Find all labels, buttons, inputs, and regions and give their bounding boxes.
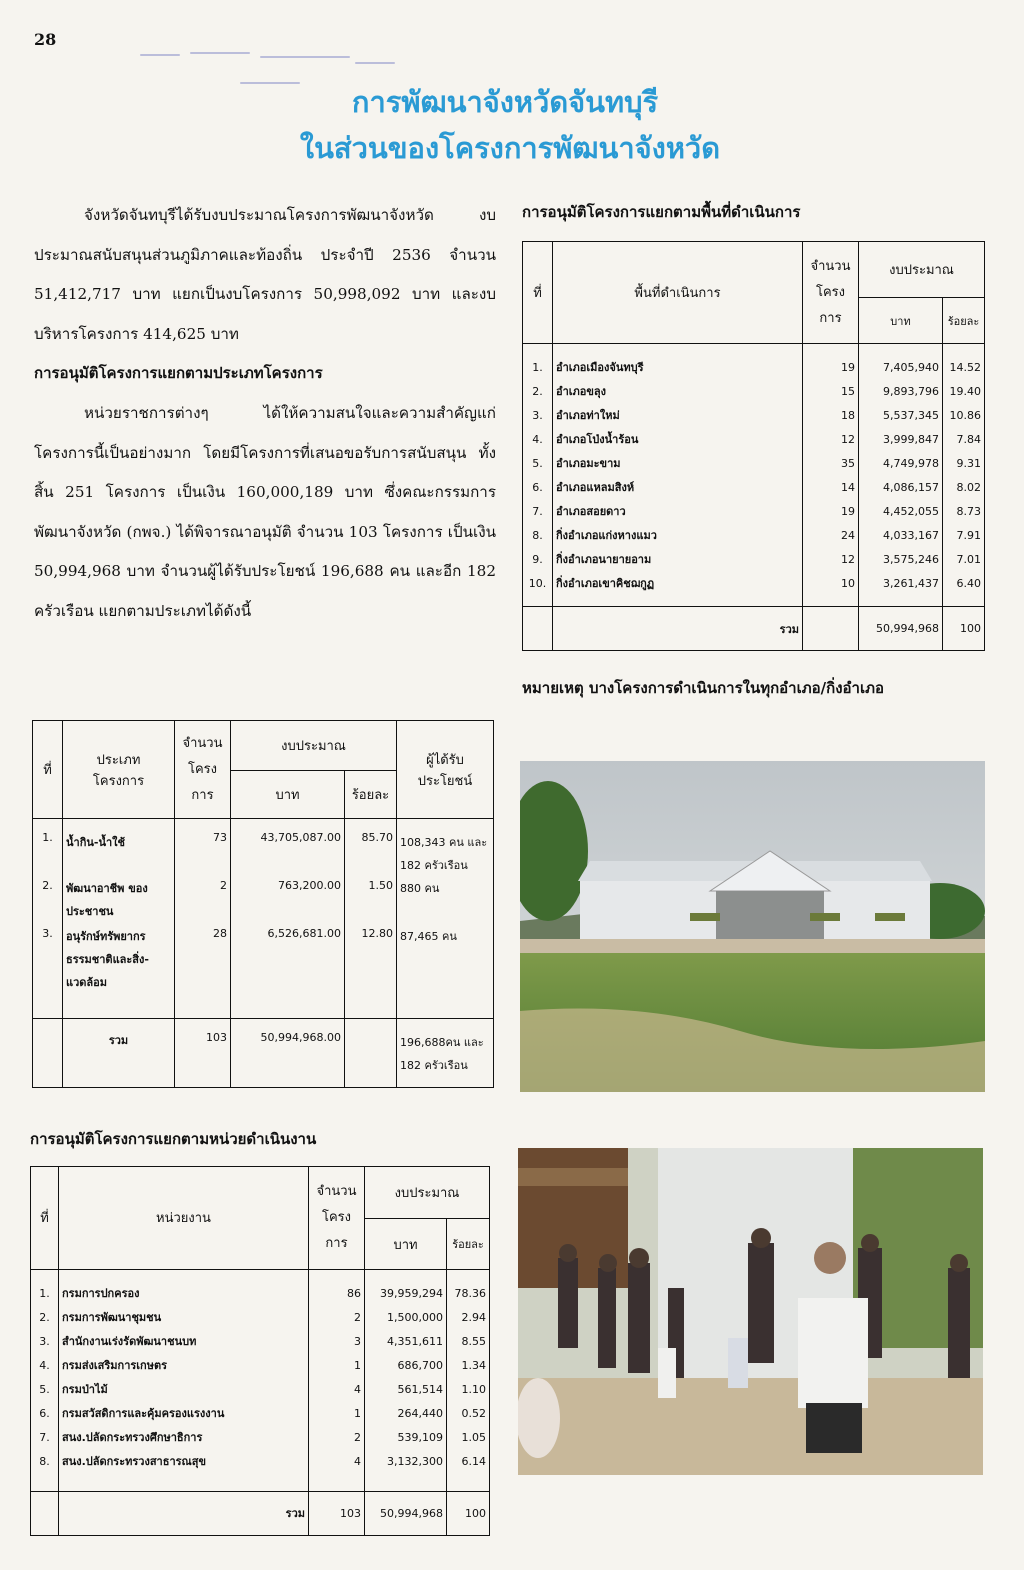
table-cell: 3. — [532, 409, 543, 422]
table-cell: 1. — [532, 361, 543, 374]
table-cell: 4,351,611 — [387, 1334, 443, 1348]
type-table-percent-column — [345, 819, 397, 1019]
table-cell: 1.50 — [368, 879, 393, 892]
table-cell: 12.80 — [361, 927, 393, 940]
table-cell — [803, 607, 859, 651]
table-cell: 6.14 — [461, 1454, 486, 1468]
table-cell: 5. — [39, 1382, 50, 1396]
unit-table-total-baht: 50,994,968 — [365, 1491, 447, 1535]
type-table-total-count: 103 — [175, 1019, 231, 1088]
table-cell: 7. — [532, 505, 543, 518]
table-cell: 1,500,000 — [387, 1310, 443, 1324]
table-cell: อำเภอสอยดาว — [556, 505, 626, 518]
type-table-total-beneficiaries: 196,688คน และ 182 ครัวเรือน — [397, 1019, 494, 1088]
table-cell: 3,132,300 — [387, 1454, 443, 1468]
table-cell: 1 — [354, 1406, 361, 1420]
table-cell: 28 — [213, 927, 227, 940]
table-cell: น้ำกิน-น้ำใช้ — [66, 836, 125, 849]
table-cell: 8.02 — [956, 481, 981, 494]
table-cell: 539,109 — [397, 1430, 443, 1444]
unit-table-header-baht: บาท — [365, 1219, 447, 1269]
table-cell: อำเภอขลุง — [556, 385, 607, 398]
area-table-no-column — [523, 344, 553, 607]
unit-table-header-count: จำนวน โครง การ — [309, 1167, 365, 1270]
type-table-header-percent: ร้อยละ — [345, 771, 397, 819]
unit-table-header-unit: หน่วยงาน — [59, 1167, 309, 1270]
table-cell: 1.10 — [461, 1382, 486, 1396]
unit-table-unit-column — [59, 1269, 309, 1491]
table-cell: 1. — [42, 831, 53, 844]
table-cell — [31, 1491, 59, 1535]
unit-table — [30, 1166, 490, 1536]
table-cell: 3. — [39, 1334, 50, 1348]
table-cell: 1. — [39, 1286, 50, 1300]
table-cell: 4 — [354, 1454, 361, 1468]
area-table-total-baht: 50,994,968 — [859, 607, 943, 651]
table-cell: 86 — [347, 1286, 361, 1300]
table-cell: 4,086,157 — [883, 481, 939, 494]
area-note: หมายเหตุ บางโครงการดำเนินการในทุกอำเภอ/กิ่งอำเภอ — [522, 679, 884, 697]
table-cell: 43,705,087.00 — [260, 831, 341, 844]
table-cell: 73 — [213, 831, 227, 844]
table-cell: 6.40 — [956, 577, 981, 590]
unit-table-no-column — [31, 1269, 59, 1491]
table-cell: 763,200.00 — [278, 879, 341, 892]
table-cell: 561,514 — [397, 1382, 443, 1396]
table-cell: 8. — [532, 529, 543, 542]
table-cell: 2 — [354, 1310, 361, 1324]
table-cell: 10.86 — [949, 409, 981, 422]
table-cell: 12 — [841, 553, 855, 566]
table-cell: 2 — [354, 1430, 361, 1444]
table-cell: อำเภอโป่งน้ำร้อน — [556, 433, 639, 446]
table-cell: กรมการปกครอง — [62, 1286, 140, 1300]
type-table-header-type: ประเภท โครงการ — [63, 721, 175, 819]
table-cell: 2. — [42, 879, 53, 892]
table-cell: 2. — [39, 1310, 50, 1324]
table-cell: 15 — [841, 385, 855, 398]
area-table-header-no: ที่ — [523, 242, 553, 344]
page-number: 28 — [34, 30, 57, 49]
photo-water-tank-villagers — [518, 1148, 983, 1475]
table-cell: 4,452,055 — [883, 505, 939, 518]
table-cell: 8.73 — [956, 505, 981, 518]
type-table-header-budget: งบประมาณ — [231, 721, 397, 771]
table-cell: อนุรักษ์ทรัพยากร ธรรมชาติและสิ่ง-แวดล้อม — [66, 930, 149, 989]
table-cell: 7,405,940 — [883, 361, 939, 374]
table-cell: 2. — [532, 385, 543, 398]
table-cell: 686,700 — [397, 1358, 443, 1372]
table-cell: 1.34 — [461, 1358, 486, 1372]
unit-table-header-percent: ร้อยละ — [447, 1219, 490, 1269]
area-table-baht-column — [859, 344, 943, 607]
table-cell: 1.05 — [461, 1430, 486, 1444]
table-cell: 9. — [532, 553, 543, 566]
table-cell: 10. — [528, 577, 547, 590]
table-cell: 4,749,978 — [883, 457, 939, 470]
table-cell: 19.40 — [949, 385, 981, 398]
area-table-percent-column — [943, 344, 985, 607]
type-table-header-beneficiaries: ผู้ได้รับ ประโยชน์ — [397, 721, 494, 819]
type-table-header-count: จำนวน โครง การ — [175, 721, 231, 819]
page-title-line-1: การพัฒนาจังหวัดจันทบุรี — [351, 85, 659, 119]
table-cell: สนง.ปลัดกระทรวงสาธารณสุข — [62, 1454, 206, 1468]
table-cell: อำเภอเมืองจันทบุรี — [556, 361, 644, 374]
unit-table-baht-column — [365, 1269, 447, 1491]
table-cell: 4,033,167 — [883, 529, 939, 542]
table-cell: 10 — [841, 577, 855, 590]
table-cell: กรมการพัฒนาชุมชน — [62, 1310, 162, 1324]
table-cell: 8. — [39, 1454, 50, 1468]
intro-text — [34, 196, 496, 632]
area-table-total-label: รวม — [553, 607, 803, 651]
type-table-total-baht: 50,994,968.00 — [231, 1019, 345, 1088]
table-cell: 14.52 — [949, 361, 981, 374]
table-cell — [33, 1019, 63, 1088]
table-cell: 7.91 — [956, 529, 981, 542]
table-cell: 18 — [841, 409, 855, 422]
area-table-count-column — [803, 344, 859, 607]
table-cell: 39,959,294 — [380, 1286, 443, 1300]
type-table-beneficiaries-column — [397, 819, 494, 1019]
type-table-total-label: รวม — [63, 1019, 175, 1088]
table-cell: พัฒนาอาชีพ ของประชาชน — [66, 882, 148, 918]
table-cell: 8.55 — [461, 1334, 486, 1348]
table-cell: 1 — [354, 1358, 361, 1372]
table-cell: 0.52 — [461, 1406, 486, 1420]
table-cell — [345, 1019, 397, 1088]
table-cell: สำนักงานเร่งรัดพัฒนาชนบท — [62, 1334, 197, 1348]
unit-table-total-label: รวม — [59, 1491, 309, 1535]
unit-table-header-budget: งบประมาณ — [365, 1167, 490, 1219]
table-cell: 7.01 — [956, 553, 981, 566]
area-table-header-percent: ร้อยละ — [943, 298, 985, 344]
table-cell: 5,537,345 — [883, 409, 939, 422]
table-cell: 3 — [354, 1334, 361, 1348]
type-table — [32, 720, 494, 1088]
table-cell: กรมส่งเสริมการเกษตร — [62, 1358, 168, 1372]
table-cell: กรมป่าไม้ — [62, 1382, 108, 1396]
table-cell: 7. — [39, 1430, 50, 1444]
table-cell: กิ่งอำเภอเขาคิชฌกูฏ — [556, 577, 655, 590]
table-cell: กิ่งอำเภอนายายอาม — [556, 553, 652, 566]
type-table-header-baht: บาท — [231, 771, 345, 819]
table-cell: กรมสวัสดิการและคุ้มครองแรงงาน — [62, 1406, 225, 1420]
area-table-area-column — [553, 344, 803, 607]
table-cell: 4. — [532, 433, 543, 446]
table-cell: 2.94 — [461, 1310, 486, 1324]
table-cell: 87,465 คน — [400, 930, 457, 943]
unit-section-title: การอนุมัติโครงการแยกตามหน่วยดำเนินงาน — [30, 1130, 317, 1148]
table-cell: 108,343 คน และ 182 ครัวเรือน — [400, 836, 488, 872]
unit-table-percent-column — [447, 1269, 490, 1491]
table-cell: 3,261,437 — [883, 577, 939, 590]
area-table-header-baht: บาท — [859, 298, 943, 344]
table-cell: 4 — [354, 1382, 361, 1396]
type-table-header-no: ที่ — [33, 721, 63, 819]
table-cell: 35 — [841, 457, 855, 470]
table-cell: 6. — [532, 481, 543, 494]
type-table-type-column — [63, 819, 175, 1019]
unit-table-total-count: 103 — [309, 1491, 365, 1535]
table-cell: 9,893,796 — [883, 385, 939, 398]
table-cell: 6. — [39, 1406, 50, 1420]
table-cell: 3. — [42, 927, 53, 940]
table-cell: 24 — [841, 529, 855, 542]
area-table-total-percent: 100 — [943, 607, 985, 651]
unit-table-count-column — [309, 1269, 365, 1491]
table-cell: 19 — [841, 361, 855, 374]
table-cell: 9.31 — [956, 457, 981, 470]
intro-paragraph-2: หน่วยราชการต่างๆ ได้ให้ความสนใจและความสำคัญแก่โครงการนี้เป็นอย่างมาก โดยมีโครงการที่เสนอขอรับการสนับสนุน ทั้งสิ้น 251 โครงการ เป็นเงิน 160,000,189 บาท ซึ่งคณะกรรมการพัฒนาจังหวัด (กพจ.) ได้พิจารณาอนุมัติ จำนวน 103 โครงการ เป็นเงิน 50,994,968 บาท จำนวนผู้ได้รับประโยชน์ 196,688 คน และอีก 182 ครัวเรือน แยกตามประเภทได้ดังนี้ — [34, 403, 496, 620]
area-section-title: การอนุมัติโครงการแยกตามพื้นที่ดำเนินการ — [522, 203, 801, 221]
table-cell: 85.70 — [361, 831, 393, 844]
table-cell: อำเภอมะขาม — [556, 457, 621, 470]
table-cell: 14 — [841, 481, 855, 494]
table-cell: 6,526,681.00 — [267, 927, 341, 940]
table-cell: 19 — [841, 505, 855, 518]
area-table-header-budget: งบประมาณ — [859, 242, 985, 298]
type-table-no-column — [33, 819, 63, 1019]
table-cell: 2 — [220, 879, 227, 892]
intro-paragraph-1: จังหวัดจันทบุรีได้รับงบประมาณโครงการพัฒนาจังหวัด งบประมาณสนับสนุนส่วนภูมิภาคและท้องถิ่น ประจำปี 2536 จำนวน 51,412,717 บาท แยกเป็นงบโครงการ 50,998,092 บาท และงบบริหารโครงการ 414,625 บาท — [34, 206, 496, 343]
table-cell: กิ่งอำเภอแก่งหางแมว — [556, 529, 657, 542]
table-cell: 78.36 — [454, 1286, 486, 1300]
area-table-header-area: พื้นที่ดำเนินการ — [553, 242, 803, 344]
type-section-heading: การอนุมัติโครงการแยกตามประเภทโครงการ — [34, 364, 323, 383]
table-cell: 880 คน — [400, 882, 440, 895]
table-cell: 3,575,246 — [883, 553, 939, 566]
unit-table-total-percent: 100 — [447, 1491, 490, 1535]
photo-community-building — [520, 761, 985, 1092]
table-cell: 12 — [841, 433, 855, 446]
table-cell: 4. — [39, 1358, 50, 1372]
table-cell: 7.84 — [956, 433, 981, 446]
unit-table-header-no: ที่ — [31, 1167, 59, 1270]
type-table-baht-column — [231, 819, 345, 1019]
area-table-header-count: จำนวน โครง การ — [803, 242, 859, 344]
area-table — [522, 241, 985, 651]
table-cell: อำเภอแหลมสิงห์ — [556, 481, 635, 494]
table-cell — [523, 607, 553, 651]
table-cell: 3,999,847 — [883, 433, 939, 446]
table-cell: สนง.ปลัดกระทรวงศึกษาธิการ — [62, 1430, 203, 1444]
page-title-line-2: ในส่วนของโครงการพัฒนาจังหวัด — [299, 131, 721, 165]
table-cell: 5. — [532, 457, 543, 470]
table-cell: 264,440 — [397, 1406, 443, 1420]
table-cell: อำเภอท่าใหม่ — [556, 409, 620, 422]
type-table-count-column — [175, 819, 231, 1019]
